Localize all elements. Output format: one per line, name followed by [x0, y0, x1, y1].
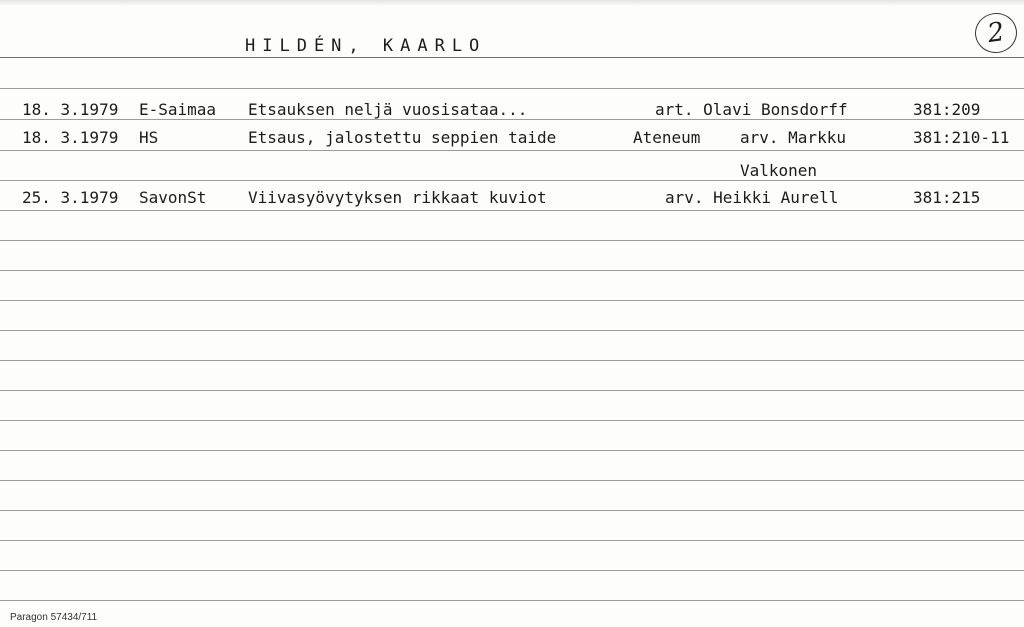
ruled-line [0, 390, 1024, 391]
entry-date: 18. 3.1979 [22, 100, 119, 119]
entry-author: arv. Markku [740, 128, 846, 147]
entry-author: art. Olavi Bonsdorff [655, 100, 848, 119]
ruled-line [0, 119, 1024, 120]
entry-author: arv. Heikki Aurell [665, 188, 839, 207]
ruled-line [0, 88, 1024, 89]
entry-source: SavonSt [139, 188, 207, 207]
entry-date: 18. 3.1979 [22, 128, 119, 147]
entry-source: HS [139, 128, 159, 147]
ruled-line [0, 600, 1024, 601]
entry-ref: 381:209 [913, 100, 981, 119]
card-heading: HILDÉN, KAARLO [245, 36, 487, 56]
ruled-line [0, 480, 1024, 481]
ruled-line [0, 180, 1024, 181]
ruled-line [0, 540, 1024, 541]
entry-ref: 381:215 [913, 188, 981, 207]
entry-title: Viivasyövytyksen rikkaat kuviot [248, 188, 547, 207]
entry-author-continued: Valkonen [740, 161, 818, 180]
entry-date: 25. 3.1979 [22, 188, 119, 207]
entry-title: Etsaus, jalostettu seppien taide [248, 128, 557, 147]
entry-extra: Ateneum [633, 128, 701, 147]
ruled-line [0, 420, 1024, 421]
ruled-line [0, 270, 1024, 271]
ruled-line [0, 360, 1024, 361]
ruled-line [0, 570, 1024, 571]
ruled-line [0, 300, 1024, 301]
page-number-circle: 2 [972, 10, 1019, 55]
card-footer: Paragon 57434/711 [10, 612, 98, 623]
entry-source: E-Saimaa [139, 100, 217, 119]
ruled-line [0, 450, 1024, 451]
ruled-line [0, 210, 1024, 211]
entry-ref: 381:210-11 [913, 128, 1010, 147]
ruled-line [0, 330, 1024, 331]
scan-top-shadow [0, 0, 1024, 6]
entry-title: Etsauksen neljä vuosisataa... [248, 100, 528, 119]
ruled-line [0, 150, 1024, 151]
ruled-line [0, 510, 1024, 511]
ruled-line [0, 240, 1024, 241]
ruled-line [0, 57, 1024, 58]
